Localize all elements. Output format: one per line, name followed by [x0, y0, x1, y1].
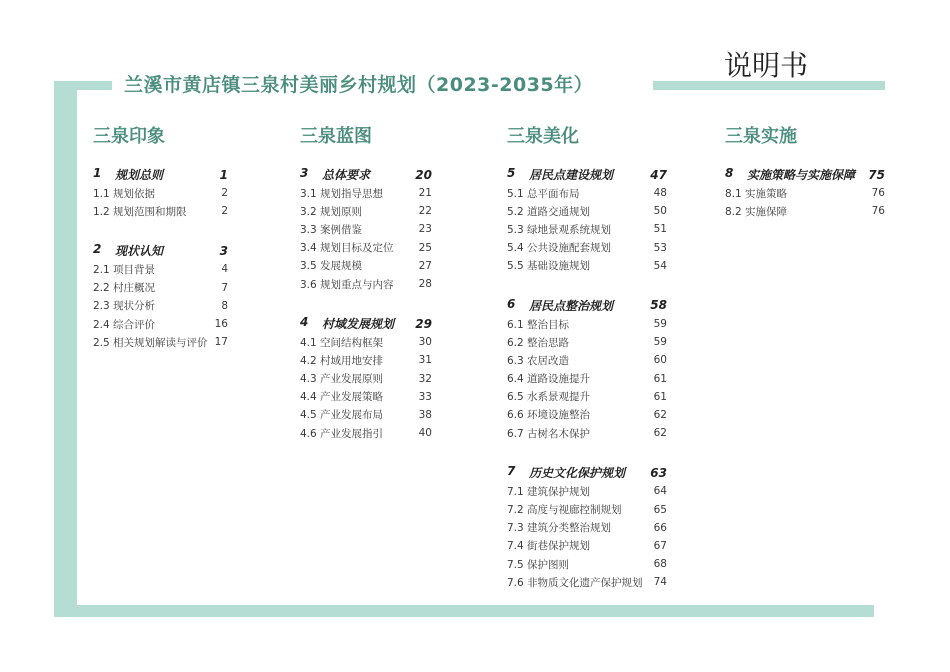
toc-item[interactable] [300, 257, 432, 275]
chapter-page-number: 1 [219, 167, 228, 182]
toc-item[interactable] [507, 351, 667, 369]
toc-chapter[interactable] [507, 463, 667, 482]
toc-item-label: 4.6 产业发展指引 [300, 427, 384, 440]
chapter-page-number: 63 [650, 465, 667, 480]
toc-item[interactable] [507, 537, 667, 555]
chapter-title: 实施策略与实施保障 [747, 168, 856, 182]
toc-column [725, 125, 885, 220]
toc-item[interactable] [300, 424, 432, 442]
chapter-title: 历史文化保护规划 [529, 466, 626, 481]
toc-item-page-number: 32 [418, 372, 432, 385]
toc-chapter[interactable] [300, 165, 432, 184]
toc-item[interactable] [507, 333, 667, 351]
chapter-number: 4 [300, 315, 309, 330]
chapter-page-number: 3 [219, 243, 228, 258]
toc-item[interactable] [93, 202, 228, 220]
toc-item-label: 2.2 村庄概况 [93, 282, 156, 295]
toc-item-label: 1.2 规划范围和期限 [93, 205, 187, 218]
toc-item-label: 6.1 整治目标 [507, 318, 570, 331]
toc-item-page-number: 66 [653, 521, 667, 534]
toc-item-label: 2.4 综合评价 [93, 318, 156, 331]
toc-item-label: 3.6 规划重点与内容 [300, 278, 394, 291]
toc-item-page-number: 30 [418, 336, 432, 349]
toc-item[interactable] [300, 184, 432, 202]
toc-item[interactable] [725, 184, 885, 202]
toc-chapter[interactable] [93, 165, 228, 184]
toc-item-label: 5.3 绿地景观系统规划 [507, 223, 612, 236]
section-heading: 三泉蓝图 [300, 126, 372, 147]
toc-item[interactable] [300, 406, 432, 424]
document-title: 兰溪市黄店镇三泉村美丽乡村规划（2023-2035年） [124, 74, 594, 96]
toc-item-label: 4.5 产业发展布局 [300, 409, 384, 422]
chapter-title: 总体要求 [322, 168, 371, 182]
toc-column [93, 125, 228, 351]
toc-item[interactable] [507, 424, 667, 442]
toc-item-page-number: 16 [214, 318, 228, 331]
frame-bar-left-inner [67, 81, 77, 605]
chapter-spacer [507, 275, 667, 296]
chapter-page-number: 58 [650, 298, 667, 313]
toc-item-label: 8.2 实施保障 [725, 205, 788, 218]
chapter-number: 7 [507, 464, 516, 479]
toc-item[interactable] [300, 275, 432, 293]
section-heading: 三泉美化 [507, 126, 579, 147]
toc-item-page-number: 60 [653, 354, 667, 367]
toc-item-page-number: 76 [871, 205, 885, 218]
toc-item[interactable] [507, 184, 667, 202]
toc-item-page-number: 7 [221, 281, 228, 294]
chapter-title: 居民点整治规划 [529, 298, 614, 313]
toc-item-label: 7.3 建筑分类整治规划 [507, 522, 612, 535]
chapter-title: 居民点建设规划 [529, 168, 614, 182]
toc-column [507, 125, 667, 591]
chapter-number: 5 [507, 166, 516, 180]
toc-item-label: 6.3 农居改造 [507, 354, 570, 367]
toc-item-label: 6.2 整治思路 [507, 336, 570, 349]
toc-item-label: 5.2 道路交通规划 [507, 205, 591, 218]
chapter-spacer [507, 442, 667, 463]
toc-item[interactable] [93, 297, 228, 315]
toc-item-label: 7.4 街巷保护规划 [507, 540, 591, 553]
toc-item-page-number: 67 [653, 539, 667, 552]
toc-item-label: 3.5 发展规模 [300, 260, 363, 273]
chapter-number: 1 [93, 166, 102, 180]
toc-column [300, 125, 432, 442]
toc-chapter[interactable] [507, 165, 667, 184]
chapter-number: 8 [725, 166, 734, 180]
chapter-page-number: 75 [868, 167, 885, 182]
toc-item-label: 6.7 古树名木保护 [507, 427, 591, 440]
toc-item-label: 1.1 规划依据 [93, 187, 156, 200]
toc-item-page-number: 33 [418, 390, 432, 403]
toc-item-page-number: 64 [653, 485, 667, 498]
toc-item-label: 2.5 相关规划解读与评价 [93, 336, 208, 349]
chapter-heading [507, 166, 613, 183]
toc-item-label: 7.5 保护图则 [507, 558, 570, 571]
toc-item-page-number: 40 [418, 427, 432, 440]
toc-item-page-number: 38 [418, 408, 432, 421]
toc-item[interactable] [300, 220, 432, 238]
toc-item-label: 6.5 水系景观提升 [507, 391, 591, 404]
frame-bar-bottom [54, 605, 874, 617]
toc-item-label: 4.2 村域用地安排 [300, 354, 384, 367]
toc-item[interactable] [93, 279, 228, 297]
toc-item-page-number: 76 [871, 187, 885, 200]
chapter-heading [93, 166, 163, 183]
chapter-page-number: 20 [415, 167, 432, 182]
toc-item-page-number: 51 [653, 223, 667, 236]
toc-chapter[interactable] [507, 296, 667, 315]
toc-item-page-number: 62 [653, 427, 667, 440]
toc-item[interactable] [93, 260, 228, 278]
toc-item-page-number: 2 [221, 187, 228, 200]
toc-item[interactable] [93, 315, 228, 333]
toc-item-page-number: 23 [418, 223, 432, 236]
toc-item-label: 4.4 产业发展策略 [300, 391, 384, 404]
toc-item-page-number: 59 [653, 336, 667, 349]
toc-item[interactable] [507, 370, 667, 388]
toc-item-label: 2.3 现状分析 [93, 300, 156, 313]
toc-item-page-number: 65 [653, 503, 667, 516]
toc-item[interactable] [507, 220, 667, 238]
chapter-heading [507, 297, 613, 314]
toc-item[interactable] [300, 239, 432, 257]
toc-item-page-number: 28 [418, 278, 432, 291]
toc-item-label: 8.1 实施策略 [725, 187, 788, 200]
toc-item-label: 7.1 建筑保护规划 [507, 485, 591, 498]
toc-item[interactable] [507, 388, 667, 406]
toc-item-page-number: 22 [418, 205, 432, 218]
chapter-number: 2 [93, 242, 102, 257]
toc-item-label: 5.4 公共设施配套规划 [507, 242, 612, 255]
toc-item-page-number: 74 [653, 576, 667, 589]
toc-item-page-number: 61 [653, 390, 667, 403]
toc-item[interactable] [93, 184, 228, 202]
toc-item[interactable] [507, 406, 667, 424]
toc-chapter[interactable] [725, 165, 885, 184]
toc-item-page-number: 59 [653, 318, 667, 331]
toc-item-page-number: 50 [653, 205, 667, 218]
toc-item-page-number: 48 [653, 187, 667, 200]
toc-item-label: 3.4 规划目标及定位 [300, 242, 394, 255]
toc-item-page-number: 61 [653, 372, 667, 385]
toc-item-label: 7.6 非物质文化遗产保护规划 [507, 576, 643, 589]
toc-item-label: 3.2 规划原则 [300, 205, 363, 218]
toc-item-label: 4.1 空间结构框架 [300, 336, 384, 349]
toc-item-page-number: 21 [418, 187, 432, 200]
toc-item-page-number: 8 [221, 299, 228, 312]
toc-item-page-number: 62 [653, 408, 667, 421]
toc-item-page-number: 54 [653, 259, 667, 272]
chapter-spacer [93, 220, 228, 241]
toc-item[interactable] [300, 351, 432, 369]
toc-item-label: 7.2 高度与视廊控制规划 [507, 504, 622, 517]
toc-item-label: 2.1 项目背景 [93, 263, 156, 276]
toc-item[interactable] [507, 573, 667, 591]
toc-item[interactable] [507, 257, 667, 275]
toc-item[interactable] [300, 333, 432, 351]
toc-item-label: 6.4 道路设施提升 [507, 373, 591, 386]
toc-item-page-number: 17 [214, 336, 228, 349]
chapter-heading [300, 166, 370, 183]
toc-item-page-number: 31 [418, 354, 432, 367]
chapter-heading [93, 242, 163, 259]
toc-item[interactable] [93, 333, 228, 351]
toc-item[interactable] [300, 202, 432, 220]
toc-chapter[interactable] [300, 314, 432, 333]
toc-item-page-number: 53 [653, 241, 667, 254]
toc-item[interactable] [507, 202, 667, 220]
toc-item-label: 4.3 产业发展原则 [300, 373, 384, 386]
toc-item[interactable] [507, 315, 667, 333]
toc-item[interactable] [507, 555, 667, 573]
toc-item-page-number: 2 [221, 205, 228, 218]
chapter-title: 规划总则 [115, 168, 164, 182]
chapter-number: 6 [507, 296, 516, 311]
document-subtitle: 说明书 [724, 49, 809, 82]
toc-item-page-number: 4 [221, 263, 228, 276]
toc-item-label: 3.3 案例借鉴 [300, 223, 363, 236]
toc-item[interactable] [725, 202, 885, 220]
toc-item[interactable] [507, 519, 667, 537]
chapter-spacer [300, 293, 432, 314]
toc-item-label: 5.1 总平面布局 [507, 187, 580, 200]
toc-chapter[interactable] [93, 241, 228, 260]
toc-item[interactable] [300, 370, 432, 388]
toc-item[interactable] [507, 482, 667, 500]
chapter-heading [300, 315, 394, 332]
section-heading: 三泉印象 [93, 126, 165, 147]
section-heading: 三泉实施 [725, 126, 797, 147]
toc-item[interactable] [300, 388, 432, 406]
chapter-title: 现状认知 [115, 244, 164, 259]
toc-item[interactable] [507, 239, 667, 257]
chapter-page-number: 47 [650, 167, 667, 182]
chapter-heading [507, 464, 625, 481]
chapter-heading [725, 166, 855, 183]
chapter-number: 3 [300, 166, 309, 180]
chapter-title: 村域发展规划 [322, 317, 395, 332]
toc-item-label: 5.5 基础设施规划 [507, 260, 591, 273]
chapter-page-number: 29 [415, 316, 432, 331]
toc-item-page-number: 25 [418, 241, 432, 254]
toc-item-page-number: 68 [653, 558, 667, 571]
toc-item[interactable] [507, 500, 667, 518]
toc-item-label: 6.6 环境设施整治 [507, 409, 591, 422]
toc-item-page-number: 27 [418, 259, 432, 272]
toc-item-label: 3.1 规划指导思想 [300, 187, 384, 200]
